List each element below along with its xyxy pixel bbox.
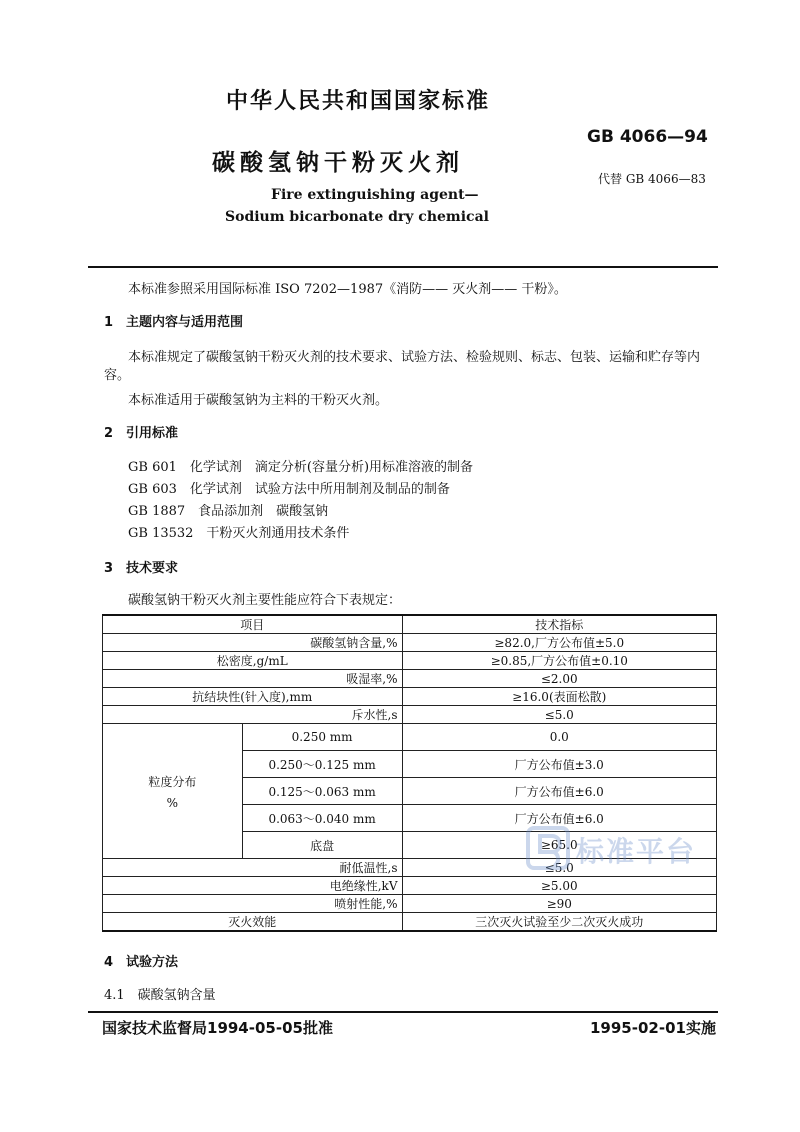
- spec-cell: ≥0.85,厂方公布值±0.10: [402, 652, 717, 670]
- sieve-cell: 0.250～0.125 mm: [242, 751, 402, 778]
- particle-size-label: 粒度分布: [148, 774, 197, 789]
- section-1-para-1-line-1: 本标准规定了碳酸氢钠干粉灭火剂的技术要求、试验方法、检验规则、标志、包装、运输和贮存等内: [128, 350, 701, 365]
- spec-cell: ≥90: [402, 895, 717, 913]
- item-cell: 松密度,g/mL: [103, 652, 403, 670]
- footer-rule: [88, 1011, 718, 1013]
- replaces-note: 代替 GB 4066—83: [598, 172, 706, 186]
- effective-date-text: 1995-02-01实施: [590, 1019, 716, 1037]
- table-row: [103, 670, 717, 688]
- title-en-line-2: Sodium bicarbonate dry chemical: [225, 209, 489, 225]
- watermark-text: 标准平台: [576, 835, 697, 868]
- item-cell: 碳酸氢钠含量,%: [103, 634, 403, 652]
- item-cell: 斥水性,s: [103, 706, 403, 724]
- reference-item: GB 1887 食品添加剂 碳酸氢钠: [128, 504, 329, 519]
- table-lead-text: 碳酸氢钠干粉灭火剂主要性能应符合下表规定：: [128, 593, 402, 608]
- table-row: [103, 634, 717, 652]
- section-1-heading: 1 主题内容与适用范围: [104, 315, 244, 330]
- spec-cell: 0.0: [402, 724, 717, 751]
- approval-text: 国家技术监督局1994-05-05批准: [102, 1019, 333, 1037]
- spec-cell: ≤5.0: [402, 706, 717, 724]
- spec-cell: ≤5.0: [402, 859, 717, 877]
- header-rule: [88, 266, 718, 268]
- reference-item: GB 13532 干粉灭火剂通用技术条件: [128, 526, 350, 541]
- section-4-heading: 4 试验方法: [104, 955, 179, 970]
- sieve-cell: 0.250 mm: [242, 724, 402, 751]
- spec-cell: ≥82.0,厂方公布值±5.0: [402, 634, 717, 652]
- header-cell-spec: 技术指标: [402, 615, 717, 634]
- standard-code: GB 4066—94: [587, 127, 708, 147]
- spec-cell: 厂方公布值±6.0: [402, 805, 717, 832]
- section-3-heading: 3 技术要求: [104, 561, 179, 576]
- reference-item: GB 601 化学试剂 滴定分析(容量分析)用标准溶液的制备: [128, 460, 474, 475]
- particle-size-unit: %: [166, 795, 179, 810]
- spec-cell: 厂方公布值±3.0: [402, 751, 717, 778]
- section-4-1-heading: 4.1 碳酸氢钠含量: [104, 988, 216, 1003]
- spec-cell: 三次灭火试验至少二次灭火成功: [402, 913, 717, 932]
- spec-cell: ≤2.00: [402, 670, 717, 688]
- watermark-logo-icon: [526, 826, 570, 870]
- title-en-line-1: Fire extinguishing agent—: [271, 187, 479, 203]
- item-cell: 耐低温性,s: [103, 859, 403, 877]
- section-1-para-2: 本标准适用于碳酸氢钠为主料的干粉灭火剂。: [128, 393, 389, 408]
- table-row: [103, 706, 717, 724]
- sieve-cell: 0.125～0.063 mm: [242, 778, 402, 805]
- table-row: [103, 688, 717, 706]
- spec-table: [102, 614, 717, 932]
- header-cell-item: 项目: [103, 615, 403, 634]
- item-cell: 电绝缘性,kV: [103, 877, 403, 895]
- table-row: [103, 724, 717, 751]
- sieve-cell: 0.063～0.040 mm: [242, 805, 402, 832]
- intro-text: 本标准参照采用国际标准 ISO 7202—1987《消防—— 灭火剂—— 干粉》。: [128, 282, 567, 297]
- item-cell: 灭火效能: [103, 913, 403, 932]
- page-title: 碳酸氢钠干粉灭火剂: [212, 150, 464, 176]
- item-cell: 吸湿率,%: [103, 670, 403, 688]
- section-2-heading: 2 引用标准: [104, 426, 179, 441]
- spec-cell: ≥65.0: [402, 832, 717, 859]
- sieve-cell: 底盘: [242, 832, 402, 859]
- item-cell: 抗结块性(针入度),mm: [103, 688, 403, 706]
- table-header-row: [103, 615, 717, 634]
- spec-cell: ≥5.00: [402, 877, 717, 895]
- section-1-para-1-line-2: 容。: [104, 368, 131, 383]
- national-standard-label: 中华人民共和国国家标准: [226, 89, 491, 114]
- table-row: [103, 895, 717, 913]
- item-cell: 喷射性能,%: [103, 895, 403, 913]
- table-row: [103, 652, 717, 670]
- table-row: [103, 877, 717, 895]
- table-row: [103, 913, 717, 932]
- particle-size-label-cell: [103, 724, 243, 859]
- reference-item: GB 603 化学试剂 试验方法中所用制剂及制品的制备: [128, 482, 450, 497]
- spec-cell: 厂方公布值±6.0: [402, 778, 717, 805]
- spec-cell: ≥16.0(表面松散): [402, 688, 717, 706]
